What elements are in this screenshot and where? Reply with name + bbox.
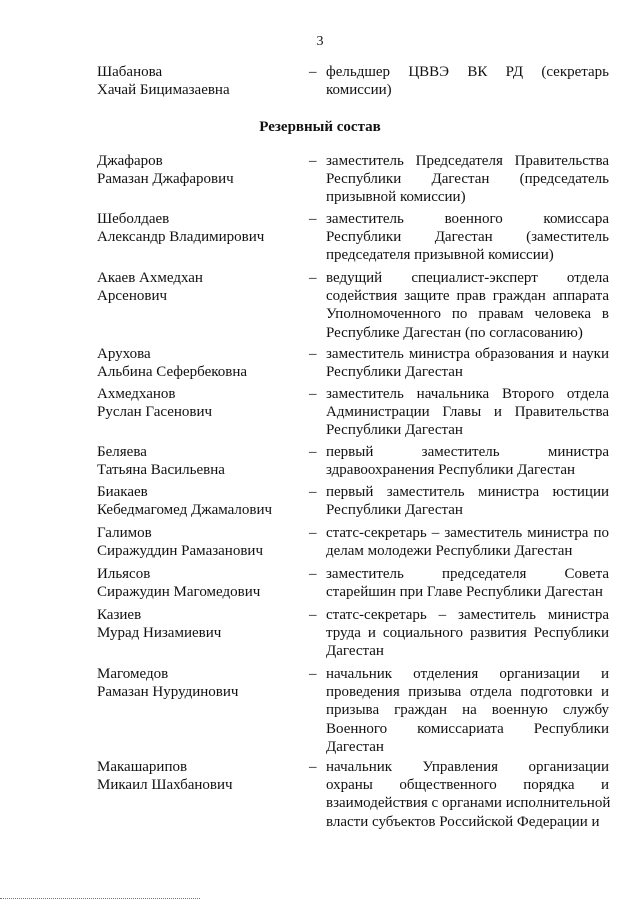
member-given-names: Арсенович <box>97 288 168 305</box>
dash: – <box>309 444 317 460</box>
role-line: призывной комиссии) <box>326 189 466 206</box>
role-line: заместитель Председателя Правительства <box>326 153 609 169</box>
role-line: взаимодействия с органами исполнительной <box>326 795 611 812</box>
role-line: статс-секретарь – заместитель министра по <box>326 525 609 541</box>
role-line: начальник Управления организации <box>326 759 609 775</box>
dash: – <box>309 211 317 227</box>
member-name <box>97 63 307 99</box>
member-name <box>97 524 307 560</box>
role-line: Дагестан <box>326 738 384 755</box>
member-role <box>326 345 609 381</box>
member-surname: Магомедов <box>97 666 169 682</box>
dash: – <box>309 666 317 682</box>
member-given-names: Рамазан Нурудинович <box>97 684 239 701</box>
member-role <box>326 565 609 601</box>
member-given-names: Хачай Бицимазаевна <box>97 82 230 99</box>
role-line: старейшин при Главе Республики Дагестан <box>326 584 603 601</box>
dash: – <box>309 64 317 80</box>
member-name <box>97 345 307 381</box>
role-line: Республики Дагестан (председатель <box>326 171 609 188</box>
member-name <box>97 758 307 794</box>
role-line: содействия защите прав граждан аппарата <box>326 288 609 305</box>
member-role <box>326 606 609 661</box>
member-role <box>326 269 609 342</box>
member-name <box>97 606 307 642</box>
role-line: труда и социального развития Республики <box>326 625 609 642</box>
member-name <box>97 210 307 246</box>
role-line: Республики Дагестан <box>326 502 463 519</box>
member-given-names: Руслан Гасенович <box>97 404 213 421</box>
role-line: заместитель министра образования и науки <box>326 346 609 362</box>
dash: – <box>309 153 317 169</box>
member-surname: Шабанова <box>97 64 163 80</box>
role-line: председателя призывной комиссии) <box>326 247 554 264</box>
member-given-names: Александр Владимирович <box>97 229 265 246</box>
member-surname: Беляева <box>97 444 147 460</box>
dash: – <box>309 270 317 286</box>
role-line: делам молодежи Республики Дагестан <box>326 543 573 560</box>
role-line: заместитель военного комиссара <box>326 211 609 227</box>
member-given-names: Микаил Шахбанович <box>97 777 233 794</box>
dash: – <box>309 566 317 582</box>
section-heading: Резервный состав <box>259 119 381 135</box>
role-line: Дагестан <box>326 643 384 660</box>
role-line: проведения призыва отдела подготовки и <box>326 684 609 701</box>
dash: – <box>309 525 317 541</box>
member-surname: Ильясов <box>97 566 151 582</box>
member-surname: Галимов <box>97 525 152 541</box>
member-surname: Макашарипов <box>97 759 188 775</box>
role-line: Военного комиссариата Республики <box>326 720 609 737</box>
member-given-names: Кебедмагомед Джамалович <box>97 502 273 519</box>
role-line: фельдшер ЦВВЭ ВК РД (секретарь <box>326 64 609 80</box>
role-line: начальник отделения организации и <box>326 666 609 682</box>
role-line: Республики Дагестан <box>326 364 463 381</box>
role-line: охраны общественного порядка и <box>326 777 609 794</box>
member-surname: Казиев <box>97 607 142 623</box>
member-role <box>326 152 609 207</box>
member-role <box>326 758 609 831</box>
page-number: 3 <box>316 34 324 49</box>
member-name <box>97 665 307 701</box>
role-line: Администрации Главы и Правительства <box>326 404 609 421</box>
role-line: здравоохранения Республики Дагестан <box>326 462 576 479</box>
member-given-names: Рамазан Джафарович <box>97 171 234 188</box>
member-role <box>326 443 609 479</box>
member-role <box>326 63 609 99</box>
member-surname: Шеболдаев <box>97 211 170 227</box>
member-surname: Ахмедханов <box>97 386 176 402</box>
role-line: Республики Дагестан (заместитель <box>326 229 609 246</box>
role-line: власти субъектов Российской Федерации и <box>326 813 600 830</box>
dash: – <box>309 346 317 362</box>
member-name <box>97 565 307 601</box>
role-line: заместитель начальника Второго отдела <box>326 386 609 402</box>
member-role <box>326 524 609 560</box>
role-line: Уполномоченного по правам человека в <box>326 306 609 323</box>
member-role <box>326 665 609 756</box>
role-line: статс-секретарь – заместитель министра <box>326 607 609 623</box>
role-line: первый заместитель министра <box>326 444 609 460</box>
role-line: призыва граждан на военную службу <box>326 702 609 719</box>
member-given-names: Альбина Сефербековна <box>97 364 248 381</box>
dash: – <box>309 607 317 623</box>
member-given-names: Татьяна Васильевна <box>97 462 225 479</box>
member-given-names: Сиражудин Магомедович <box>97 584 261 601</box>
member-name <box>97 483 307 519</box>
member-given-names: Сиражуддин Рамазанович <box>97 543 263 560</box>
member-name <box>97 269 307 305</box>
member-name <box>97 152 307 188</box>
member-surname: Джафаров <box>97 153 163 169</box>
role-line: первый заместитель министра юстиции <box>326 484 609 500</box>
member-surname: Арухова <box>97 346 151 362</box>
page-bottom-rule <box>0 898 200 899</box>
role-line: комиссии) <box>326 82 392 99</box>
member-surname: Биакаев <box>97 484 148 500</box>
member-role <box>326 385 609 440</box>
dash: – <box>309 759 317 775</box>
member-role <box>326 483 609 519</box>
member-surname: Акаев Ахмедхан <box>97 270 203 286</box>
member-name <box>97 443 307 479</box>
role-line: Республики Дагестан <box>326 422 463 439</box>
dash: – <box>309 484 317 500</box>
dash: – <box>309 386 317 402</box>
role-line: ведущий специалист-эксперт отдела <box>326 270 609 286</box>
role-line: заместитель председателя Совета <box>326 566 609 582</box>
member-name <box>97 385 307 421</box>
role-line: Республике Дагестан (по согласованию) <box>326 324 583 341</box>
member-role <box>326 210 609 265</box>
member-given-names: Мурад Низамиевич <box>97 625 222 642</box>
